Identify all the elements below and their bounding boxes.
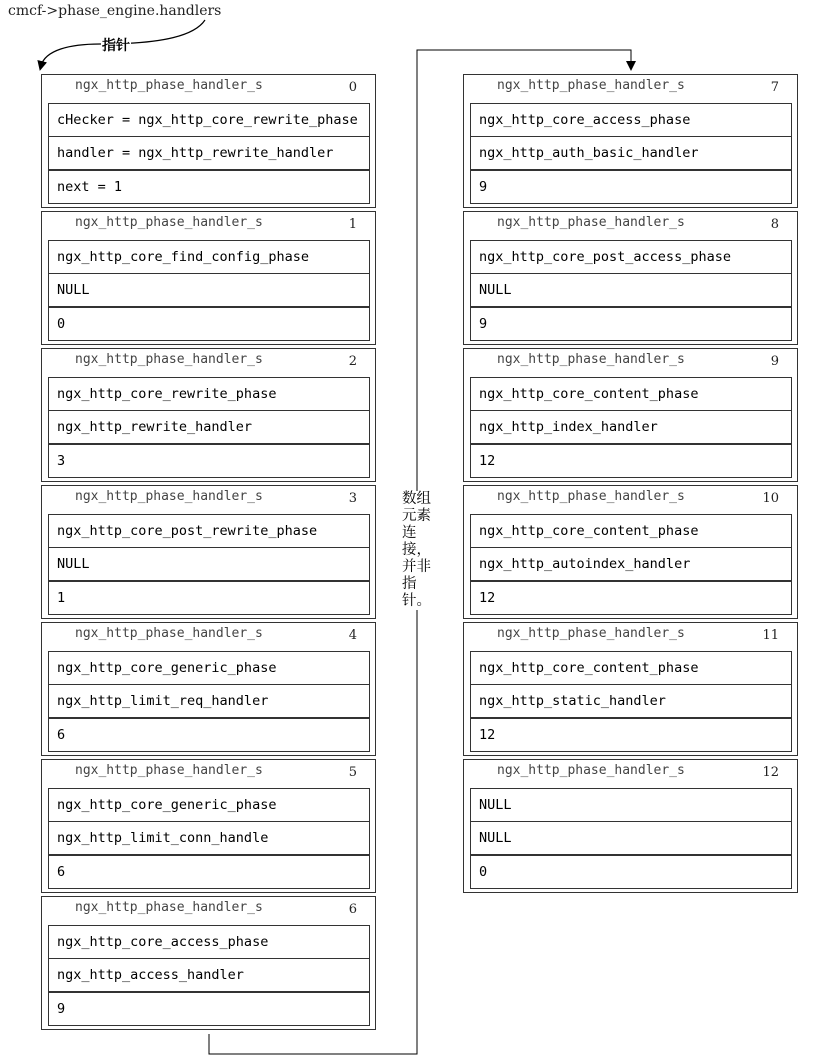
phase-handler-struct [41,485,376,619]
struct-type-label: ngx_http_phase_handler_s [497,489,685,504]
checker-field: ngx_http_core_post_access_phase [470,240,792,274]
phase-handler-struct [463,622,798,756]
checker-field: ngx_http_core_generic_phase [48,651,370,685]
struct-index: 3 [348,491,357,506]
struct-type-label: ngx_http_phase_handler_s [75,763,263,778]
checker-field: cHecker = ngx_http_core_rewrite_phase [48,103,370,137]
next-field: 6 [48,855,370,889]
struct-index: 11 [762,628,779,643]
checker-field: ngx_http_core_content_phase [470,514,792,548]
struct-index: 10 [762,491,779,506]
struct-type-label: ngx_http_phase_handler_s [75,626,263,641]
next-field: 3 [48,444,370,478]
phase-handler-struct [41,759,376,893]
handler-field: NULL [470,821,792,855]
handler-field: ngx_http_autoindex_handler [470,547,792,581]
array-link-note: 数组元素连接，并非指针。 [402,491,434,610]
checker-field: ngx_http_core_find_config_phase [48,240,370,274]
next-field: 9 [470,170,792,204]
handler-field: ngx_http_access_handler [48,958,370,992]
struct-index: 7 [770,80,779,95]
handler-field: ngx_http_rewrite_handler [48,410,370,444]
handler-field: ngx_http_static_handler [470,684,792,718]
phase-handler-struct [41,622,376,756]
struct-type-label: ngx_http_phase_handler_s [497,78,685,93]
handler-field: NULL [48,273,370,307]
struct-type-label: ngx_http_phase_handler_s [497,763,685,778]
struct-type-label: ngx_http_phase_handler_s [75,352,263,367]
phase-handler-struct [463,74,798,208]
checker-field: ngx_http_core_access_phase [48,925,370,959]
struct-type-label: ngx_http_phase_handler_s [497,352,685,367]
phase-handler-struct [463,759,798,893]
phase-handler-struct [463,348,798,482]
struct-index: 6 [348,902,357,917]
struct-index: 5 [348,765,357,780]
checker-field: ngx_http_core_generic_phase [48,788,370,822]
phase-handler-struct [463,485,798,619]
next-field: 9 [470,307,792,341]
next-field: 0 [48,307,370,341]
pointer-label: 指针 [101,35,131,55]
pointer-source-label: cmcf->phase_engine.handlers [8,3,222,19]
handler-field: handler = ngx_http_rewrite_handler [48,136,370,170]
struct-type-label: ngx_http_phase_handler_s [497,215,685,230]
checker-field: ngx_http_core_access_phase [470,103,792,137]
struct-type-label: ngx_http_phase_handler_s [75,78,263,93]
struct-index: 4 [348,628,357,643]
next-field: next = 1 [48,170,370,204]
next-field: 1 [48,581,370,615]
checker-field: ngx_http_core_content_phase [470,651,792,685]
struct-index: 1 [348,217,357,232]
phase-handler-struct [463,211,798,345]
handler-field: NULL [48,547,370,581]
checker-field: ngx_http_core_content_phase [470,377,792,411]
checker-field: ngx_http_core_rewrite_phase [48,377,370,411]
struct-index: 8 [770,217,779,232]
struct-index: 12 [762,765,779,780]
next-field: 9 [48,992,370,1026]
handlers-array-right-column [463,74,798,896]
next-field: 6 [48,718,370,752]
next-field: 12 [470,718,792,752]
phase-handler-struct [41,211,376,345]
handler-field: ngx_http_auth_basic_handler [470,136,792,170]
handler-field: NULL [470,273,792,307]
handlers-array-left-column [41,74,376,1033]
phase-handler-struct [41,74,376,208]
checker-field: ngx_http_core_post_rewrite_phase [48,514,370,548]
struct-index: 9 [770,354,779,369]
next-field: 0 [470,855,792,889]
struct-type-label: ngx_http_phase_handler_s [75,215,263,230]
phase-handler-struct [41,348,376,482]
phase-handler-struct [41,896,376,1030]
struct-type-label: ngx_http_phase_handler_s [497,626,685,641]
handler-field: ngx_http_limit_conn_handle [48,821,370,855]
struct-type-label: ngx_http_phase_handler_s [75,489,263,504]
checker-field: NULL [470,788,792,822]
handler-field: ngx_http_limit_req_handler [48,684,370,718]
next-field: 12 [470,444,792,478]
struct-type-label: ngx_http_phase_handler_s [75,900,263,915]
handler-field: ngx_http_index_handler [470,410,792,444]
next-field: 12 [470,581,792,615]
struct-index: 0 [348,80,357,95]
struct-index: 2 [348,354,357,369]
